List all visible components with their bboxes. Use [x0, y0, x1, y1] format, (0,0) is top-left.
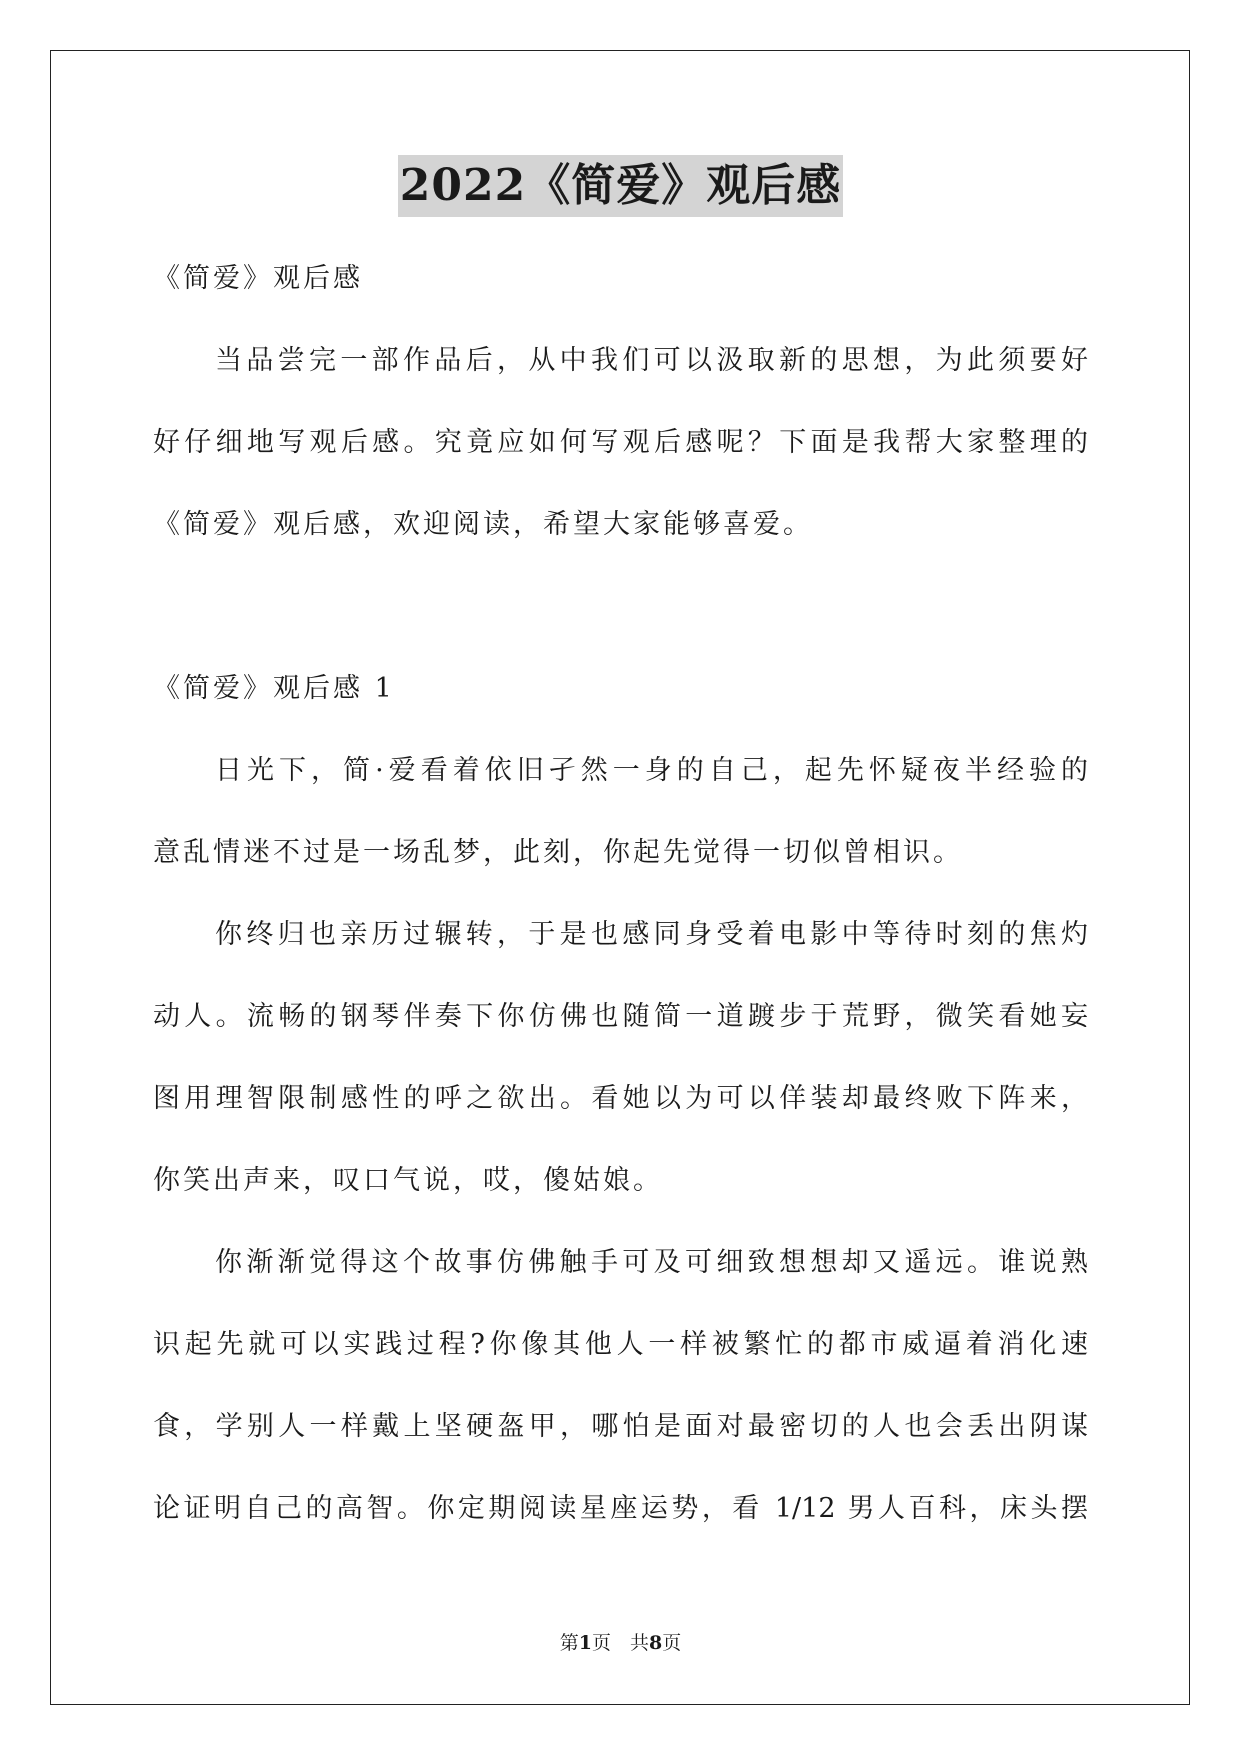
- page-footer: [0, 1628, 1241, 1655]
- document-body: [153, 255, 1088, 1567]
- blank-line: [153, 583, 1088, 665]
- subtitle: 《简爱》观后感: [153, 263, 363, 294]
- paragraph-line: 你渐渐觉得这个故事仿佛触手可及可细致想想却又遥远。谁说熟: [215, 1247, 1088, 1278]
- title-area: [0, 155, 1241, 217]
- paragraph-line: 图用理智限制感性的呼之欲出。看她以为可以佯装却最终败下阵来，: [153, 1083, 1088, 1114]
- paragraph-line: 当品尝完一部作品后，从中我们可以汲取新的思想，为此须要好: [215, 345, 1088, 376]
- paragraph-line: 《简爱》观后感，欢迎阅读，希望大家能够喜爱。: [153, 509, 813, 540]
- total-page-number: 8: [649, 1632, 663, 1654]
- paragraph-line: 你终归也亲历过辗转，于是也感同身受着电影中等待时刻的焦灼: [215, 919, 1088, 950]
- paragraph-line: 食，学别人一样戴上坚硬盔甲，哪怕是面对最密切的人也会丢出阴谋: [153, 1411, 1088, 1442]
- page-middle: 页 共: [591, 1632, 649, 1654]
- paragraph-line: 论证明自己的高智。你定期阅读星座运势，看 1/12 男人百科，床头摆: [153, 1493, 1088, 1524]
- document-title: 2022《简爱》观后感: [398, 155, 843, 217]
- paragraph-line: 日光下，简·爱看着依旧孑然一身的自己，起先怀疑夜半经验的: [215, 755, 1088, 786]
- page-suffix: 页: [662, 1632, 682, 1654]
- paragraph-line: 识起先就可以实践过程?你像其他人一样被繁忙的都市威逼着消化速: [153, 1329, 1088, 1360]
- paragraph-line: 意乱情迷不过是一场乱梦，此刻，你起先觉得一切似曾相识。: [153, 837, 963, 868]
- current-page-number: 1: [578, 1632, 592, 1654]
- paragraph-line: 你笑出声来，叹口气说，哎，傻姑娘。: [153, 1165, 663, 1196]
- paragraph-line: 动人。流畅的钢琴伴奏下你仿佛也随简一道踱步于荒野，微笑看她妄: [153, 1001, 1088, 1032]
- section-heading: 《简爱》观后感 1: [153, 673, 395, 704]
- paragraph-line: 好仔细地写观后感。究竟应如何写观后感呢？下面是我帮大家整理的: [153, 427, 1088, 458]
- page-prefix: 第: [559, 1632, 579, 1654]
